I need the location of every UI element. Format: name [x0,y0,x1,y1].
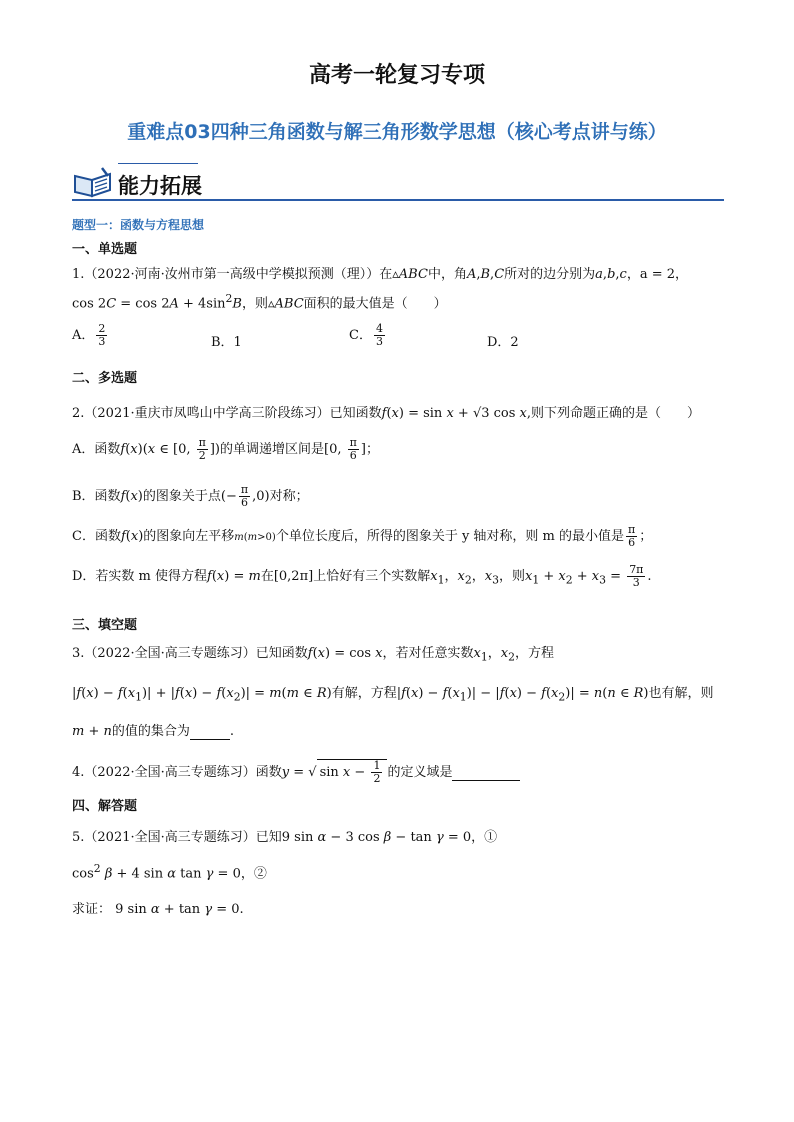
triangle-symbol: ▵ [392,267,399,282]
section-heading-single: 一、单选题 [72,242,138,257]
question-2-stem: 2.（2021·重庆市凤鸣山中学高三阶段练习）已知函数f(x) = sin x + √3 cos x,则下列命题正确的是（ ） [72,406,701,421]
section-heading-multi: 二、多选题 [72,371,138,386]
q1-option-a: A． $\frac{2}{3}$ [72,322,106,348]
type-label: 题型一：函数与方程思想 [72,218,205,232]
q1-option-b: B．1 [211,335,242,350]
q1-cont2: 所对的边分别为 [504,267,596,282]
question-4: 4.（2022·全国·高三专题练习）函数y = √ sin x − $\frac{1}{2}$ 的定义域是 [72,759,520,785]
section-heading-answer: 四、解答题 [72,799,138,814]
question-1-line-2: $\cos 2C = \cos 2A + 4\sin^2B$，则▵ABC面积的最大值是（ ） [72,292,447,312]
q1-line2-end: 面积的最大值是（ ） [303,296,447,312]
book-icon [72,166,114,198]
section-banner-label: 能力拓展 [118,174,202,198]
q1-line2-tail: ，则 [241,296,268,312]
q2-option-d: D．若实数 m 使得方程f(x) = m在[0,2π]上恰好有三个实数解$x_1$，$x_2$，$x_3$，则$x_1 + x_2 + x_3$ = $\frac{7\pi}{3}$ . [72,563,652,589]
q1-source: 1.（2022·河南·汝州市第一高级中学模拟预测（理））在 [72,267,393,282]
question-1-line-1: 1.（2022·河南·汝州市第一高级中学模拟预测（理））在▵ABC中，角A,B,C所对的边分别为a,b,c，a = 2， [72,267,688,282]
page-title: 高考一轮复习专项 [308,63,485,88]
q1-option-d: D．2 [487,335,519,350]
question-5-line-2: $\cos^2 \beta + 4$ sin α tan γ = 0，② [72,862,267,882]
q1-option-c: C． $\frac{4}{3}$ [349,322,383,348]
q2-option-a: A．函数f(x)(x ∈ [0, $\frac{\pi}{2}$ ])的单调递增区间是[0, $\frac{\pi}{6}$ ]； [72,436,379,462]
question-3-line-1: 3.（2022·全国·高三专题练习）已知函数f(x) = cos x，若对任意实数$x_1$，$x_2$，方程 [72,646,554,664]
question-3-line-3: m + n的值的集合为 . [72,724,235,739]
q1-cont: 中，角 [427,267,467,282]
banner-accent-line [118,163,198,164]
q2-option-c: C．函数f(x)的图象向左平移m(m>0)个单位长度后，所得的图象关于 y 轴对称，则 m 的最小值是 $\frac{\pi}{6}$ ； [72,523,653,549]
question-5-line-1: 5.（2021·全国·高三专题练习）已知9 sin α − 3 cos β − tan γ = 0，① [72,830,498,845]
q2-option-b: B．函数f(x)的图象关于点(− $\frac{\pi}{6}$ ,0)对称； [72,483,309,509]
question-5-prove: 求证： 9 sin α + tan γ = 0. [72,902,244,917]
page-subtitle: 重难点03四种三角函数与解三角形数学思想（核心考点讲与练） [127,121,667,143]
question-3-line-2: $|f(x) - f(x_1)| + |f(x) - f(x_2)| = m(m$ ∈ R)有解，方程$|f(x) - f(x_1)| - |f(x) - f(x_2)| = n(n$ ∈ R)也有解，则 [72,686,714,704]
section-heading-fill: 三、填空题 [72,618,138,633]
banner-divider [72,199,724,201]
q1-cond: ，a = 2， [626,267,688,282]
